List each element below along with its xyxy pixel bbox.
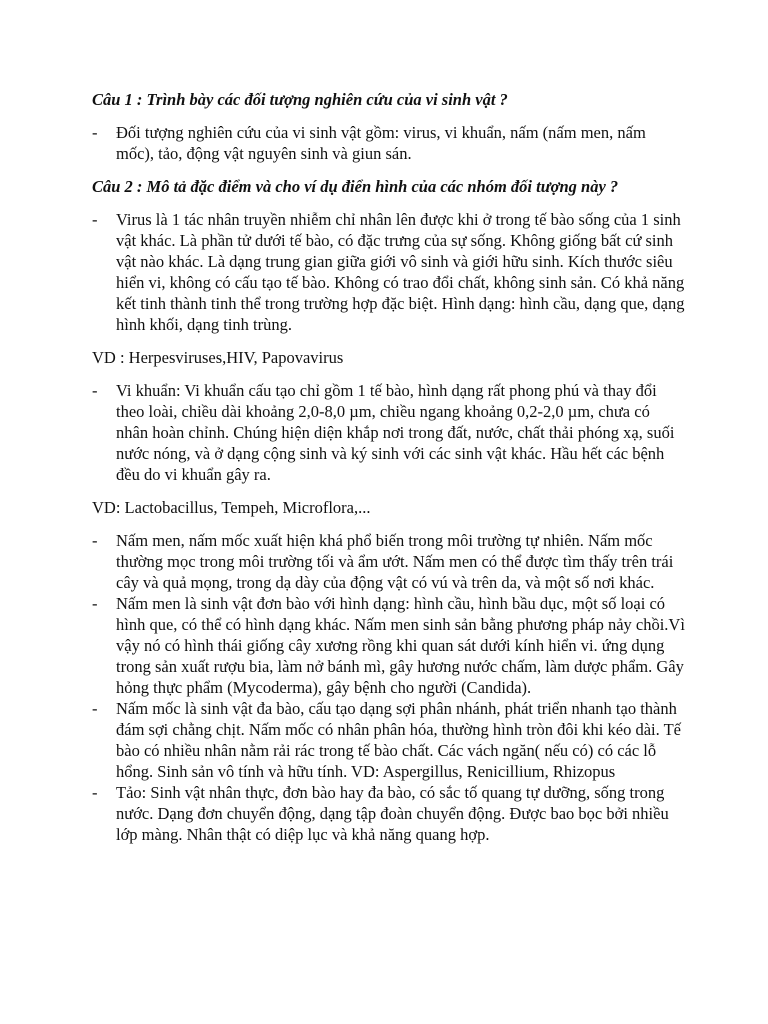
bullet-dash: - (92, 594, 98, 613)
yeast-text: Nấm men là sinh vật đơn bào với hình dạng: hình cầu, hình bầu dục, một số loại có hình que, có thể có hình dạng khác. Nấm men sinh sản bằng phương pháp nảy chồi.Vì vậy nó có hình thái giống cây xương rồng khi quan sát dưới kính hiển vi. ứng dụng trong sản xuất rượu bia, làm nở bánh mì, gây hương nước chấm, làm dược phẩm. Gây hỏng thực phẩm (Mycoderma), gây bệnh cho người (Candida). (116, 594, 685, 697)
virus-text: Virus là 1 tác nhân truyền nhiễm chỉ nhân lên được khi ở trong tế bào sống của 1 sinh vật khác. Là phần tử dưới tế bào, có đặc trưng của sự sống. Không giống bất cứ sinh vật nào khác. Là dạng trung gian giữa giới vô sinh và giới hữu sinh. Kích thước siêu hiển vi, không có cấu tạo tế bào. Không có trao đổi chất, không sinh sản. Có khả năng kết tinh thành tinh thể trong trường hợp đặc biệt. Hình dạng: hình cầu, dạng que, dạng hình khối, dạng tinh trùng. (116, 210, 685, 334)
yeast-bullet (92, 593, 686, 698)
answer-1-bullet (92, 122, 686, 164)
mold-bullet (92, 698, 686, 782)
algae-bullet (92, 782, 686, 845)
virus-bullet (92, 209, 686, 335)
algae-text: Tảo: Sinh vật nhân thực, đơn bào hay đa bào, có sắc tố quang tự dưỡng, sống trong nước. Dạng đơn chuyển động, dạng tập đoàn chuyển động. Được bao bọc bởi nhiều lớp màng. Nhân thật có diệp lục và khả năng quang hợp. (116, 783, 669, 844)
bullet-dash: - (92, 699, 98, 718)
bullet-dash: - (92, 381, 98, 400)
question-2-heading: Câu 2 : Mô tả đặc điểm và cho ví dụ điển hình của các nhóm đối tượng này ? (92, 177, 619, 196)
bacteria-text: Vi khuẩn: Vi khuẩn cấu tạo chỉ gồm 1 tế bào, hình dạng rất phong phú và thay đổi theo loài, chiều dài khoảng 2,0-8,0 µm, chiều ngang khoảng 0,2-2,0 µm, chưa có nhân hoàn chỉnh. Chúng hiện diện khắp nơi trong đất, nước, chất thải phóng xạ, suối nước nóng, và ở dạng cộng sinh và ký sinh với các sinh vật khác. Hầu hết các bệnh đều do vi khuẩn gây ra. (116, 381, 675, 484)
bacteria-bullet (92, 380, 686, 485)
bullet-dash: - (92, 123, 98, 142)
bullet-dash: - (92, 531, 98, 550)
fungi-text: Nấm men, nấm mốc xuất hiện khá phổ biến trong môi trường tự nhiên. Nấm mốc thường mọc trong môi trường tối và ẩm ướt. Nấm men có thể được tìm thấy trên trái cây và quả mọng, trong dạ dày của động vật có vú và trên da, và một số nơi khác. (116, 531, 674, 592)
mold-text: Nấm mốc là sinh vật đa bào, cấu tạo dạng sợi phân nhánh, phát triển nhanh tạo thành đám sợi chằng chịt. Nấm mốc có nhân phân hóa, thường hình tròn đôi khi kéo dài. Tế bào có nhiều nhân nằm rải rác trong tế bào chất. Các vách ngăn( nếu có) có các lỗ hổng. Sinh sản vô tính và hữu tính. VD: Aspergillus, Renicillium, Rhizopus (116, 699, 681, 781)
bullet-dash: - (92, 210, 98, 229)
document-content (92, 89, 686, 845)
answer-1-text: Đối tượng nghiên cứu của vi sinh vật gồm: virus, vi khuẩn, nấm (nấm men, nấm mốc), tảo, động vật nguyên sinh và giun sán. (116, 123, 646, 163)
virus-example: VD : Herpesviruses,HIV, Papovavirus (92, 348, 344, 367)
bacteria-example: VD: Lactobacillus, Tempeh, Microflora,... (92, 498, 371, 517)
fungi-bullet (92, 530, 686, 593)
question-1-heading: Câu 1 : Trình bày các đối tượng nghiên cứu của vi sinh vật ? (92, 90, 508, 109)
bullet-dash: - (92, 783, 98, 802)
